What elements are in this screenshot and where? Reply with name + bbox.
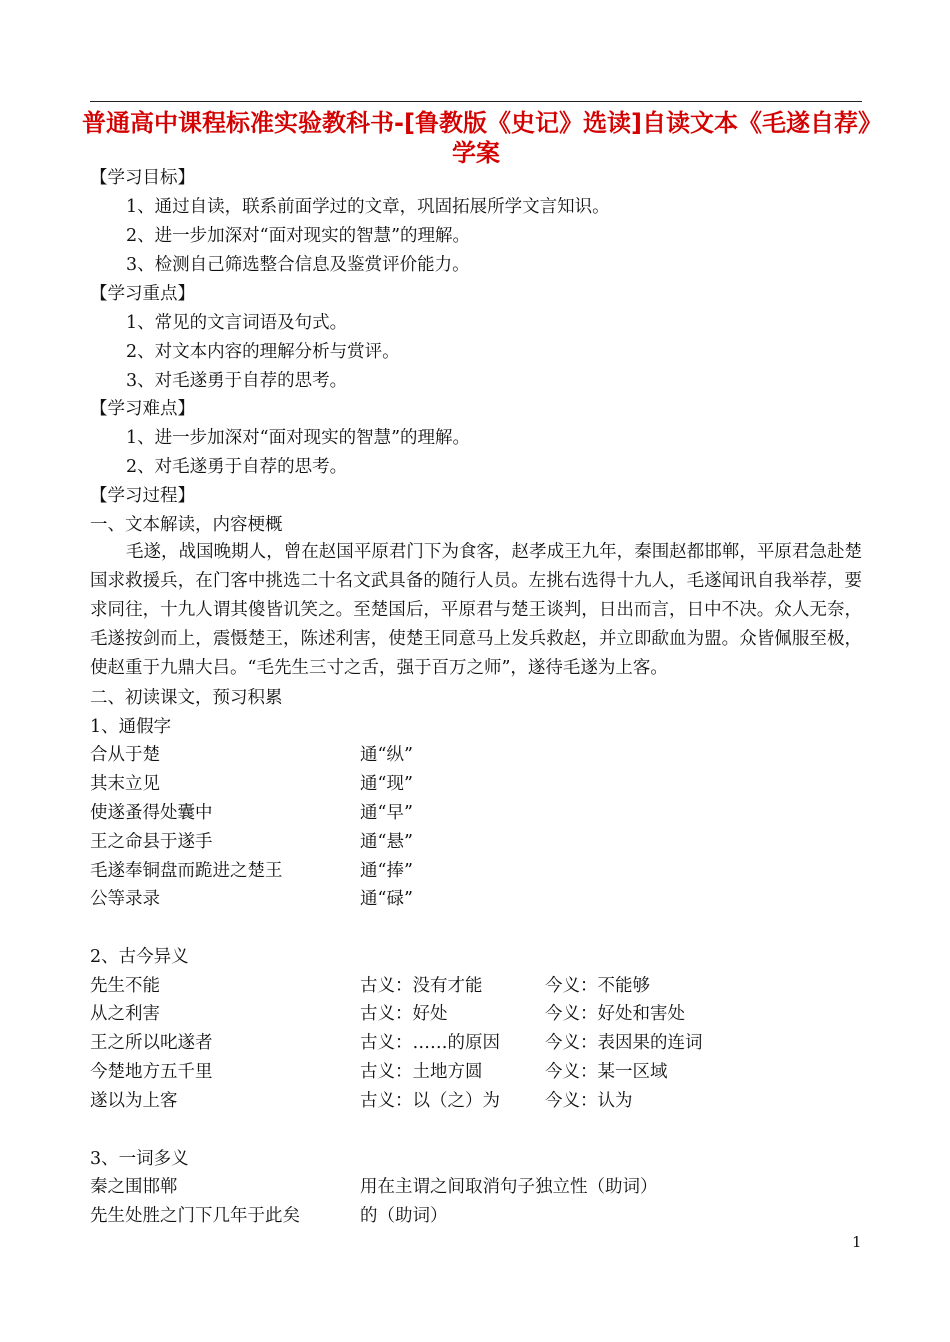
gujin-modern: 今义：认为 <box>545 1091 633 1111</box>
summary-paragraph: 毛遂，战国晚期人，曾在赵国平原君门下为食客，赵孝成王九年，秦围赵都邯郸，平原君急赴楚国求救援兵，在门客中挑选二十名文武具备的随行人员。左挑右选得十九人，毛遂闻讯自我举荐，要求同往，十九人谓其傻皆讥笑之。至楚国后，平原君与楚王谈判，日出而言，日中不决。众人无奈，毛遂按剑而上，震慑楚王，陈述利害，使楚王同意马上发兵救赵，并立即歃血为盟。众皆佩服至极，使赵重于九鼎大吕。“毛先生三寸之舌，强于百万之师”，遂待毛遂为上客。 <box>90 542 862 678</box>
duoyi-phrase: 秦之围邯郸 <box>90 1177 178 1197</box>
tongjia-heading: 1、通假字 <box>90 717 172 737</box>
key-point-item: 2、对文本内容的理解分析与赏评。 <box>126 342 400 362</box>
difficulty-item: 1、进一步加深对“面对现实的智慧”的理解。 <box>126 428 471 448</box>
duoyi-note: 的（助词） <box>360 1206 448 1226</box>
tongjia-phrase: 毛遂奉铜盘而跪进之楚王 <box>90 861 283 881</box>
difficulties-heading: 【学习难点】 <box>90 399 195 419</box>
difficulty-item: 2、对毛遂勇于自荐的思考。 <box>126 457 348 477</box>
gujin-phrase: 从之利害 <box>90 1004 160 1024</box>
gujin-phrase: 先生不能 <box>90 976 160 996</box>
tongjia-phrase: 其末立见 <box>90 774 160 794</box>
duoyi-heading: 3、一词多义 <box>90 1149 189 1169</box>
tongjia-phrase: 合从于楚 <box>90 745 160 765</box>
gujin-ancient: 古义：以（之）为 <box>360 1091 500 1111</box>
duoyi-note: 用在主谓之间取消句子独立性（助词） <box>360 1177 658 1197</box>
key-points-heading: 【学习重点】 <box>90 284 195 304</box>
tongjia-phrase: 公等录录 <box>90 889 160 909</box>
tongjia-phrase: 使遂蚤得处囊中 <box>90 803 213 823</box>
goal-item: 2、进一步加深对“面对现实的智慧”的理解。 <box>126 226 471 246</box>
key-point-item: 1、常见的文言词语及句式。 <box>126 313 348 333</box>
gujin-ancient: 古义：好处 <box>360 1004 448 1024</box>
tongjia-note: 通“悬” <box>360 832 413 852</box>
gujin-phrase: 今楚地方五千里 <box>90 1062 213 1082</box>
gujin-phrase: 遂以为上客 <box>90 1091 178 1111</box>
header-rule <box>90 101 862 102</box>
goals-heading: 【学习目标】 <box>90 168 195 188</box>
process-heading: 【学习过程】 <box>90 486 195 506</box>
duoyi-phrase: 先生处胜之门下几年于此矣 <box>90 1206 300 1226</box>
gujin-heading: 2、古今异义 <box>90 947 189 967</box>
gujin-modern: 今义：不能够 <box>545 976 650 996</box>
tongjia-note: 通“碌” <box>360 889 413 909</box>
gujin-modern: 今义：某一区域 <box>545 1062 668 1082</box>
part2-heading: 二、初读课文，预习积累 <box>90 688 283 708</box>
part1-heading: 一、文本解读，内容梗概 <box>90 515 283 535</box>
gujin-modern: 今义：好处和害处 <box>545 1004 685 1024</box>
gujin-ancient: 古义：土地方圆 <box>360 1062 483 1082</box>
goal-item: 3、检测自己筛选整合信息及鉴赏评价能力。 <box>126 255 470 275</box>
tongjia-phrase: 王之命县于遂手 <box>90 832 213 852</box>
gujin-modern: 今义：表因果的连词 <box>545 1033 703 1053</box>
gujin-ancient: 古义：……的原因 <box>360 1033 500 1053</box>
tongjia-note: 通“早” <box>360 803 413 823</box>
tongjia-note: 通“现” <box>360 774 413 794</box>
goal-item: 1、通过自读，联系前面学过的文章，巩固拓展所学文言知识。 <box>126 197 610 217</box>
tongjia-note: 通“纵” <box>360 745 413 765</box>
gujin-ancient: 古义：没有才能 <box>360 976 483 996</box>
document-title: 普通高中课程标准实验教科书-[鲁教版《史记》选读]自读文本《毛遂自荐》学案 <box>82 109 870 167</box>
key-point-item: 3、对毛遂勇于自荐的思考。 <box>126 371 348 391</box>
tongjia-note: 通“捧” <box>360 861 413 881</box>
page-number: 1 <box>852 1233 862 1251</box>
gujin-phrase: 王之所以叱遂者 <box>90 1033 213 1053</box>
